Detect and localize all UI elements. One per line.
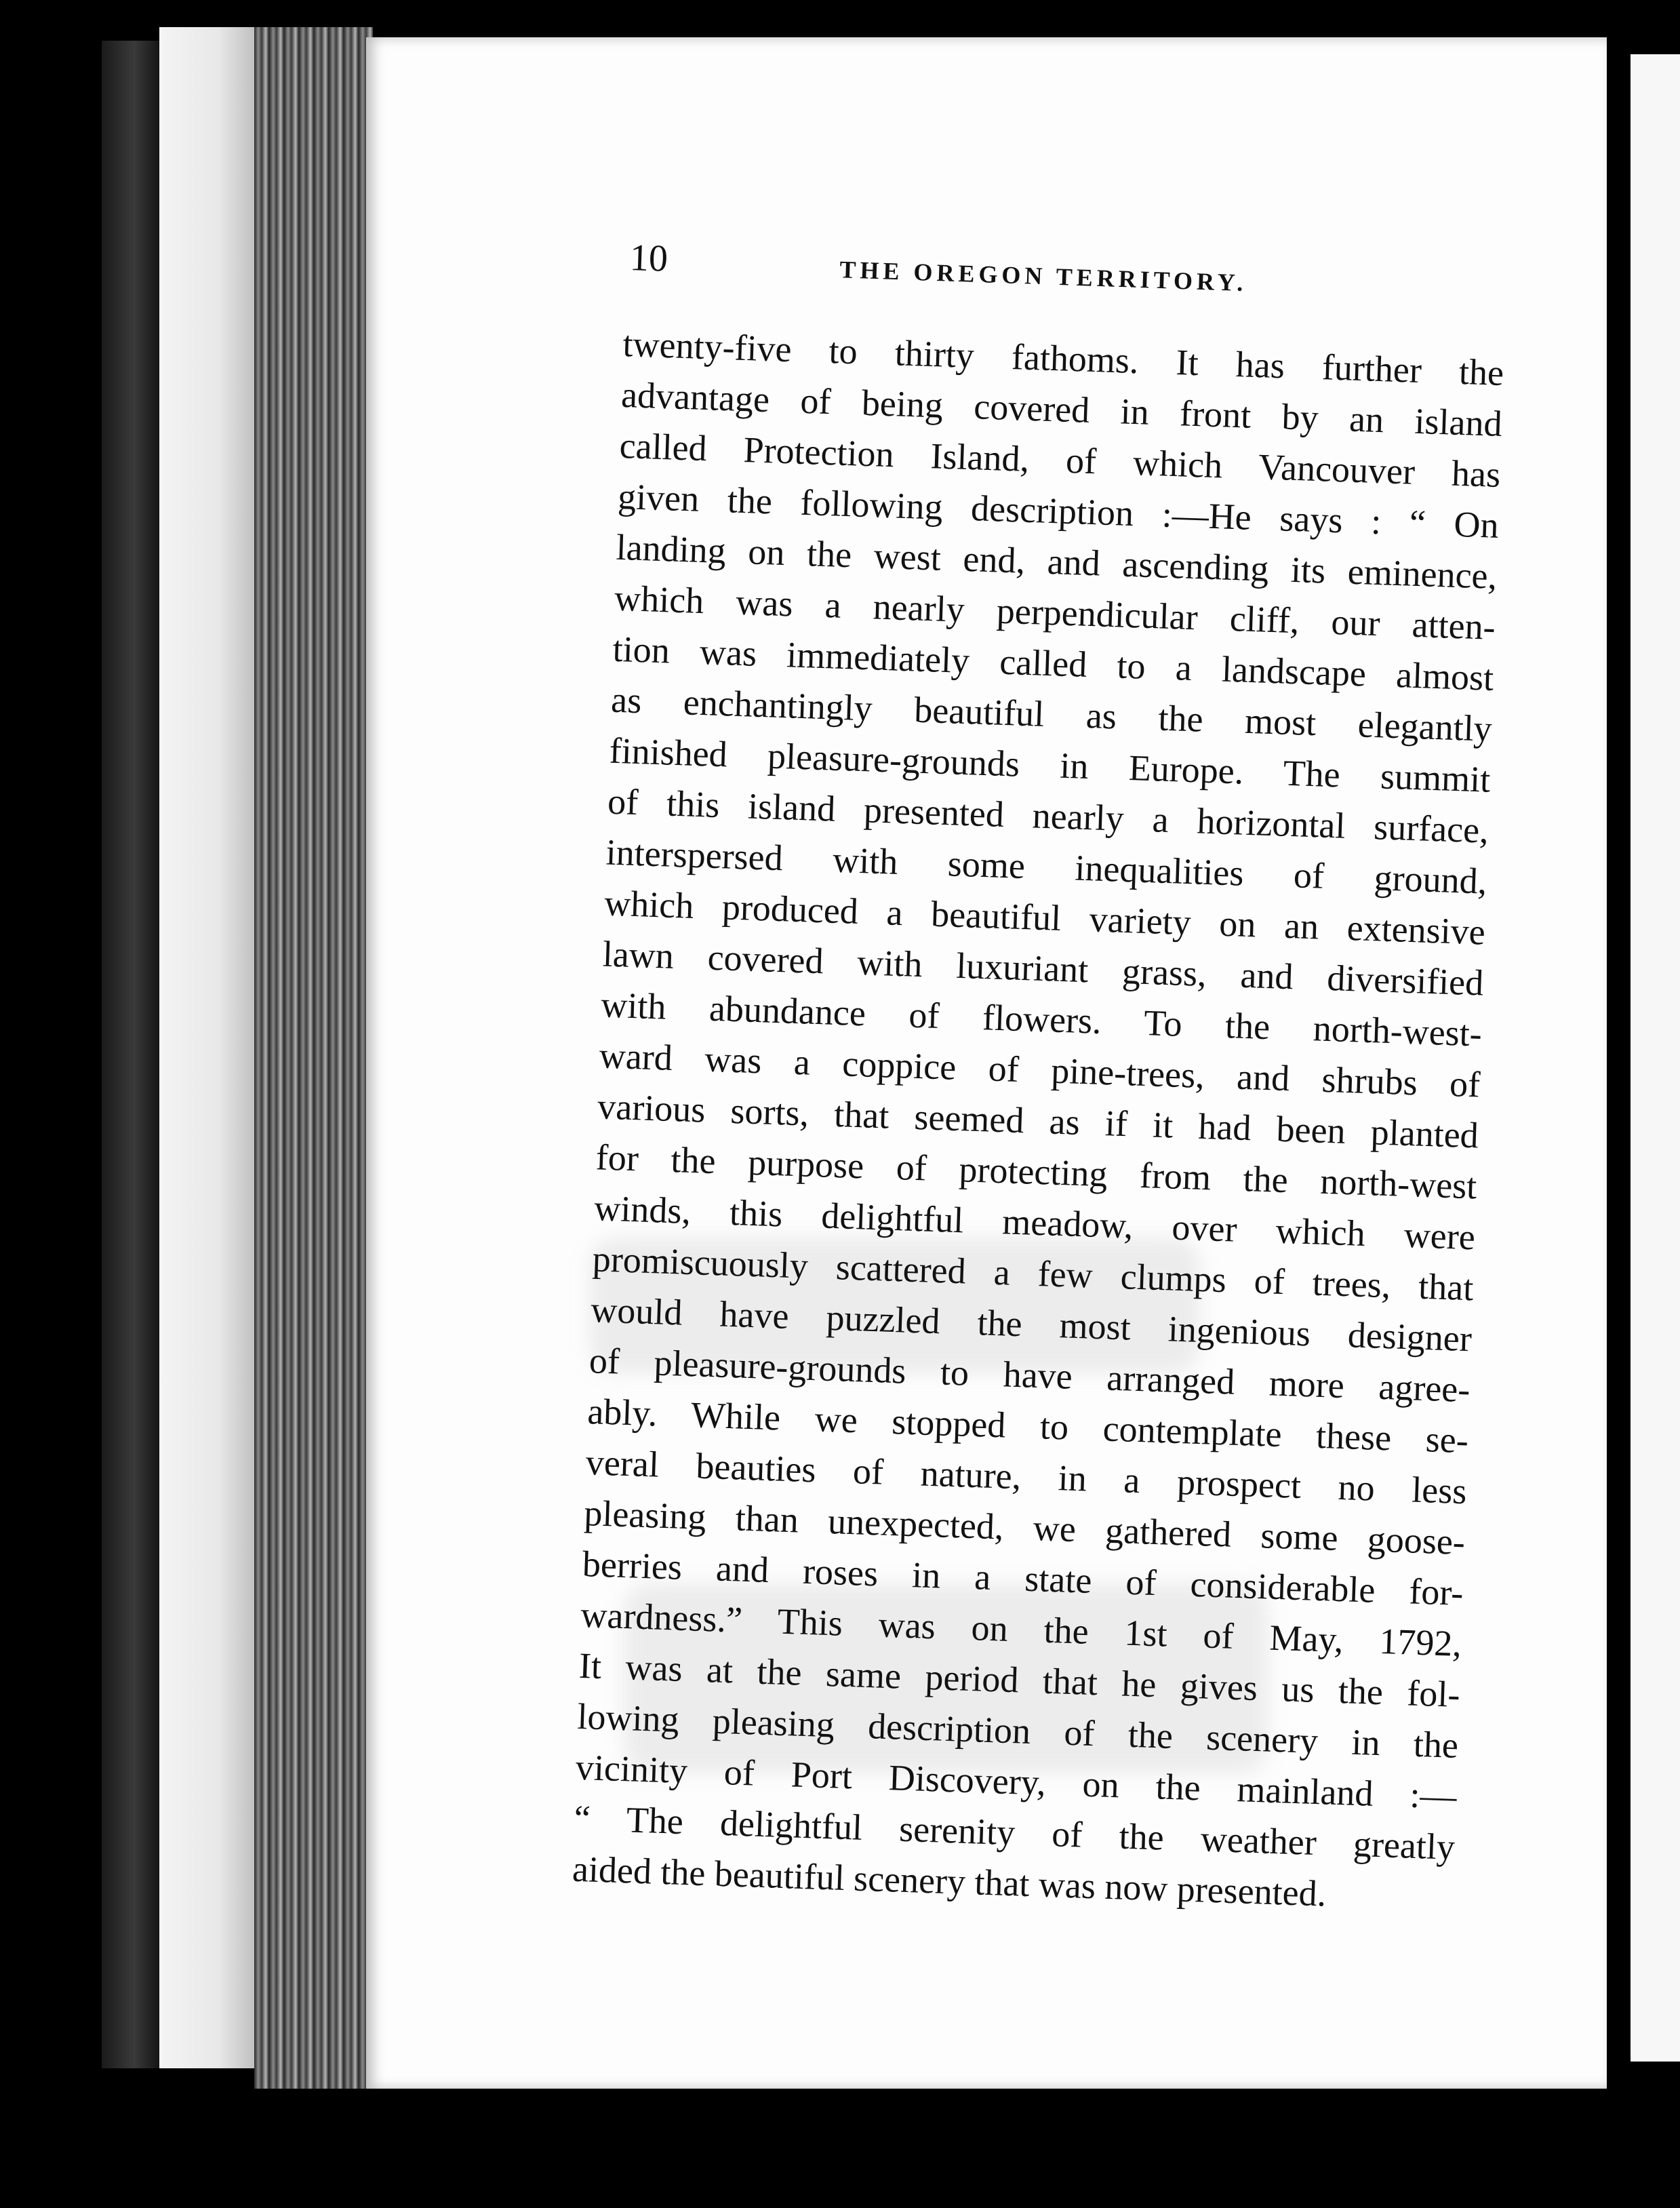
text-line: It was at the same period that he gives us the fol-: [578, 1644, 1461, 1715]
text-line: of pleasure-grounds to have arranged more agree-: [588, 1340, 1471, 1411]
text-line: as enchantingly beautiful as the most elegantly: [610, 679, 1493, 749]
text-line: interspersed with some inequalities of ground,: [605, 831, 1488, 902]
text-line: pleasing than unexpected, we gathered some goose-: [583, 1493, 1466, 1563]
text-line: wardness.” This was on the 1st of May, 1792,: [580, 1594, 1462, 1665]
running-head: THE OREGON TERRITORY.: [839, 256, 1248, 297]
text-line: berries and roses in a state of considerable for-: [582, 1543, 1464, 1614]
text-line: “ The delightful serenity of the weather greatly: [573, 1797, 1456, 1868]
text-line: twenty-five to thirty fathoms. It has further the: [622, 323, 1505, 394]
text-line: for the purpose of protecting from the north-west: [595, 1137, 1478, 1207]
text-line: finished pleasure-grounds in Europe. The summit: [608, 730, 1492, 800]
text-line: called Protection Island, of which Vancouver has: [618, 425, 1502, 495]
text-line: winds, this delightful meadow, over which were: [593, 1187, 1476, 1258]
text-line: vicinity of Port Discovery, on the mainland :—: [575, 1746, 1458, 1817]
text-line: of this island presented nearly a horizontal surface,: [607, 781, 1489, 851]
text-line: ably. While we stopped to contemplate these se-: [586, 1391, 1469, 1461]
text-line: which produced a beautiful variety on an extensive: [603, 882, 1486, 953]
text-line: which was a nearly perpendicular cliff, our atten-: [614, 577, 1496, 648]
text-line: aided the beautiful scenery that was now presented.: [572, 1848, 1327, 1914]
text-line: lowing pleasing description of the scenery in the: [576, 1695, 1459, 1766]
page-number: 10: [628, 236, 668, 280]
text-line: advantage of being covered in front by an island: [620, 374, 1503, 445]
text-line: tion was immediately called to a landscape almost: [612, 628, 1495, 698]
text-line: promiscuously scattered a few clumps of trees, that: [592, 1238, 1475, 1309]
body-text: [572, 319, 1504, 1924]
text-line: veral beauties of nature, in a prospect no less: [585, 1442, 1468, 1512]
text-line: landing on the west end, and ascending its eminence,: [615, 526, 1498, 597]
facing-page-edge: [1631, 54, 1680, 2062]
text-line: with abundance of flowers. To the north-west-: [600, 984, 1483, 1054]
text-line: various sorts, that seemed as if it had been planted: [597, 1086, 1479, 1156]
text-line: lawn covered with luxuriant grass, and diversified: [601, 933, 1485, 1004]
text-line: given the following description :—He says : “ On: [617, 475, 1500, 546]
text-line: would have puzzled the most ingenious designer: [590, 1289, 1473, 1360]
text-line: ward was a coppice of pine-trees, and shrubs of: [598, 1035, 1481, 1105]
book-flyleaf-edge: [159, 27, 258, 2068]
page-stack-edges: [254, 27, 373, 2089]
